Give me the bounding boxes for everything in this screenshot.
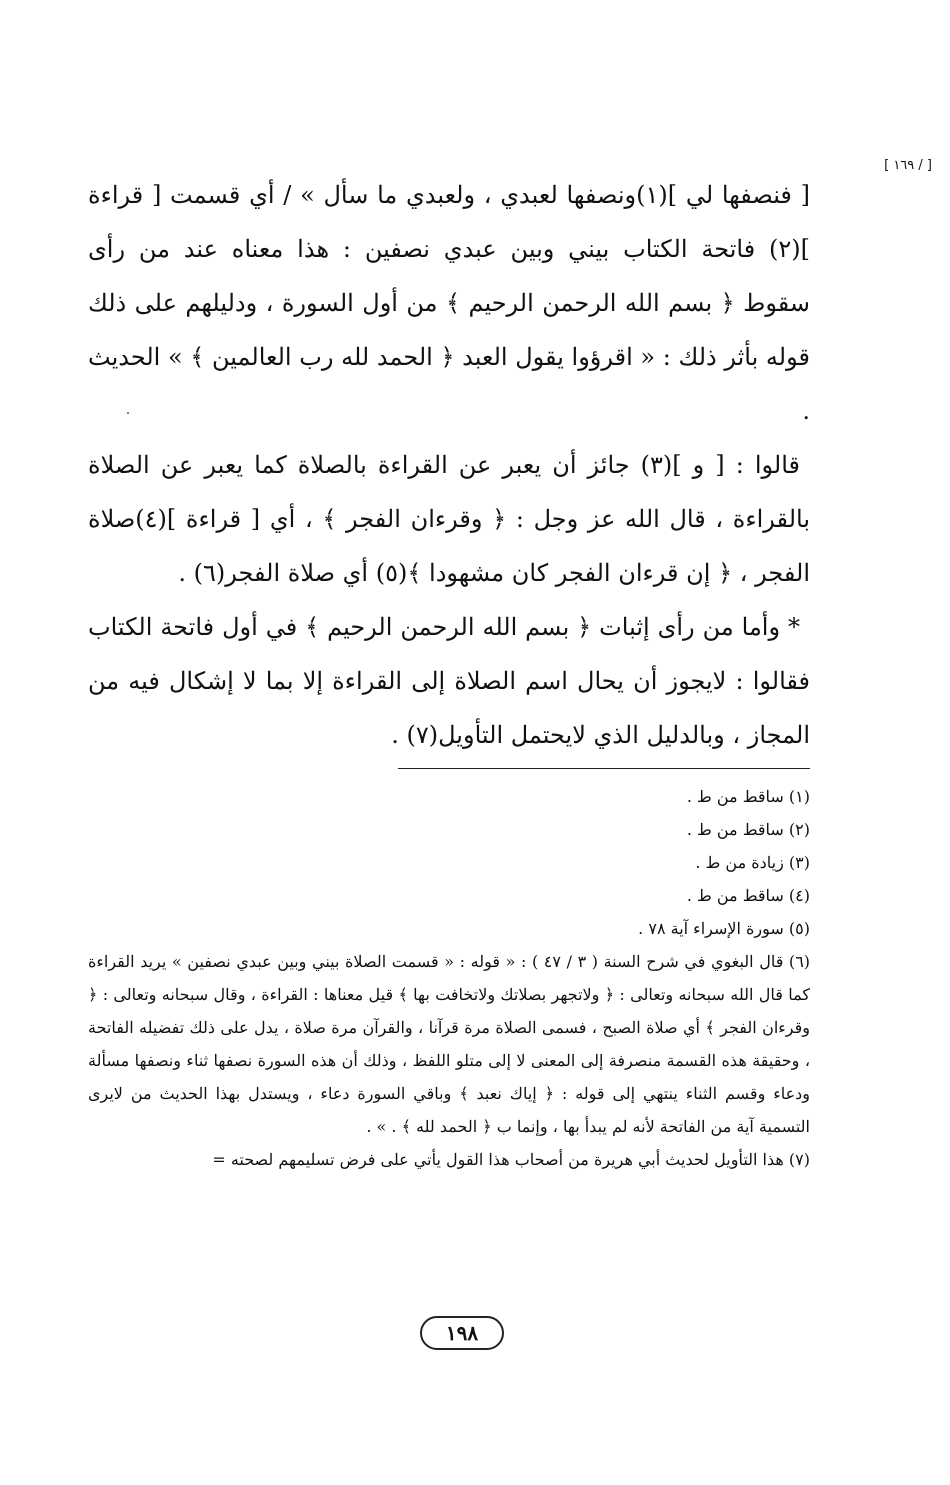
- main-text: [88, 168, 810, 762]
- paragraph: * وأما من رأى إثبات ﴿ بسم الله الرحمن الرحيم ﴾ في أول فاتحة الكتاب فقالوا : لايجوز أن يحال اسم الصلاة إلى القراءة إلا بما لا إشكال فيه من المجاز ، وبالدليل الذي لايحتمل التأويل(٧) .: [88, 613, 810, 749]
- footnote: (٣) زيادة من ط .: [695, 853, 810, 872]
- page-number: ١٩٨: [420, 1316, 504, 1350]
- margin-reference: [ ١٦٩ / ]: [884, 158, 932, 173]
- paragraph: [ فنصفها لي ](١)ونصفها لعبدي ، ولعبدي ما سأل » / أي قسمت [ قراءة ](٢) فاتحة الكتاب بيني وبين عبدي نصفين : هذا معناه عند من رأى سقوط ﴿ بسم الله الرحمن الرحيم ﴾ من أول السورة ، ودليلهم على ذلك قوله بأثر ذلك : « اقرؤوا يقول العبد ﴿ الحمد لله رب العالمين ﴾ » الحديث .: [88, 181, 810, 425]
- footnote: (١) ساقط من ط .: [686, 787, 810, 806]
- footnote: (٤) ساقط من ط .: [686, 886, 810, 905]
- footnotes: [88, 780, 810, 1176]
- speck: [127, 412, 129, 414]
- footnote: (٥) سورة الإسراء آية ٧٨ .: [638, 919, 810, 938]
- paragraph: قالوا : [ و ](٣) جائز أن يعبر عن القراءة بالصلاة كما يعبر عن الصلاة بالقراءة ، قال الله عز وجل : ﴿ وقرءان الفجر ﴾ ، أي [ قراءة ](٤)صلاة الفجر ، ﴿ إن قرءان الفجر كان مشهودا ﴾(٥) أي صلاة الفجر(٦) .: [88, 451, 810, 587]
- footnote-separator: [398, 768, 810, 769]
- footnote: (٧) هذا التأويل لحديث أبي هريرة من أصحاب هذا القول يأتي على فرض تسليمهم لصحته =: [212, 1150, 810, 1169]
- footnote: (٦) قال البغوي في شرح السنة ( ٣ / ٤٧ ) : « قوله : « قسمت الصلاة بيني وبين عبدي نصفين » يريد القراءة كما قال الله سبحانه وتعالى : ﴿ ولاتجهر بصلاتك ولاتخافت بها ﴾ قيل معناها : القراءة ، وقال سبحانه وتعالى : ﴿ وقرءان الفجر ﴾ أي صلاة الصبح ، فسمى الصلاة مرة قرآنا ، والقرآن مرة صلاة ، يدل على ذلك تفضيله الفاتحة ، وحقيقة هذه القسمة منصرفة إلى المعنى لا إلى متلو اللفظ ، وذلك أن هذه السورة نصفها ثناء ونصفها مسألة ودعاء وقسم الثناء ينتهي إلى قوله : ﴿ إياك نعبد ﴾ وباقي السورة دعاء ، ويستدل بهذا الحديث من لايرى التسمية آية من الفاتحة لأنه لم يبدأ بها ، وإنما ب ﴿ الحمد لله ﴾ . » .: [88, 952, 811, 1136]
- footnote: (٢) ساقط من ط .: [686, 820, 810, 839]
